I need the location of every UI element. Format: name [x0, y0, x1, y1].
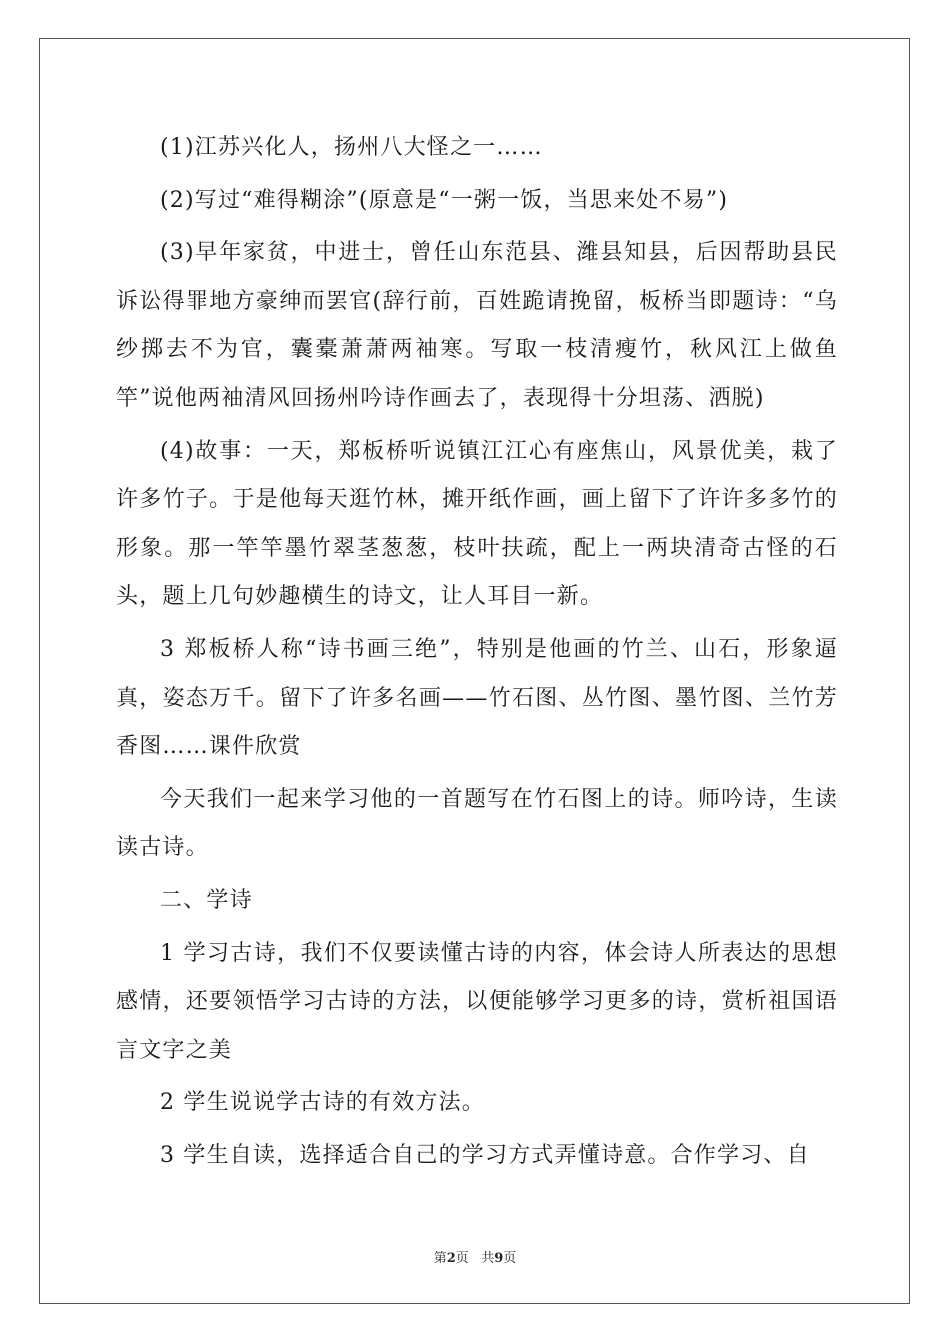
document-body	[116, 124, 838, 1184]
paragraph-7: 1 学习古诗，我们不仅要读懂古诗的内容，体会诗人所表达的思想感情，还要领悟学习古诗的方法，以便能够学习更多的诗，赏析祖国语言文字之美	[116, 940, 838, 1063]
footer-mid: 页 共	[455, 1251, 495, 1266]
footer-suffix: 页	[503, 1251, 517, 1266]
paragraph-6: 今天我们一起来学习他的一首题写在竹石图上的诗。师吟诗，生读读古诗。	[116, 786, 838, 861]
paragraph-1: (1)江苏兴化人，扬州八大怪之一……	[160, 135, 543, 160]
paragraph-3: (3)早年家贫，中进士，曾任山东范县、潍县知县，后因帮助县民诉讼得罪地方豪绅而罢官(辞行前，百姓跪请挽留，板桥当即题诗：“乌纱掷去不为官，囊橐萧萧两袖寒。写取一枝清瘦竹，秋风江上做鱼竿”说他两袖清风回扬州吟诗作画去了，表现得十分坦荡、洒脱)	[116, 240, 838, 411]
footer-total-pages: 9	[494, 1251, 504, 1266]
page-footer	[0, 1247, 950, 1266]
section-heading-2: 二、学诗	[160, 887, 253, 913]
paragraph-5: 3 郑板桥人称“诗书画三绝”，特别是他画的竹兰、山石，形象逼真，姿态万千。留下了许多名画——竹石图、丛竹图、墨竹图、兰竹芳香图……课件欣赏	[116, 636, 838, 760]
paragraph-9: 3 学生自读，选择适合自己的学习方式弄懂诗意。合作学习、自	[160, 1142, 810, 1168]
paragraph-8: 2 学生说说学古诗的有效方法。	[160, 1090, 485, 1116]
footer-current-page: 2	[446, 1251, 456, 1266]
paragraph-2: (2)写过“难得糊涂”(原意是“一粥一饭，当思来处不易”)	[160, 187, 729, 213]
footer-prefix: 第	[433, 1251, 447, 1266]
paragraph-4: (4)故事：一天，郑板桥听说镇江江心有座焦山，风景优美，栽了许多竹子。于是他每天逛竹林，摊开纸作画，画上留下了许许多多竹的形象。那一竿竿墨竹翠茎葱葱，枝叶扶疏，配上一两块清奇古怪的石头，题上几句妙趣横生的诗文，让人耳目一新。	[116, 438, 838, 610]
